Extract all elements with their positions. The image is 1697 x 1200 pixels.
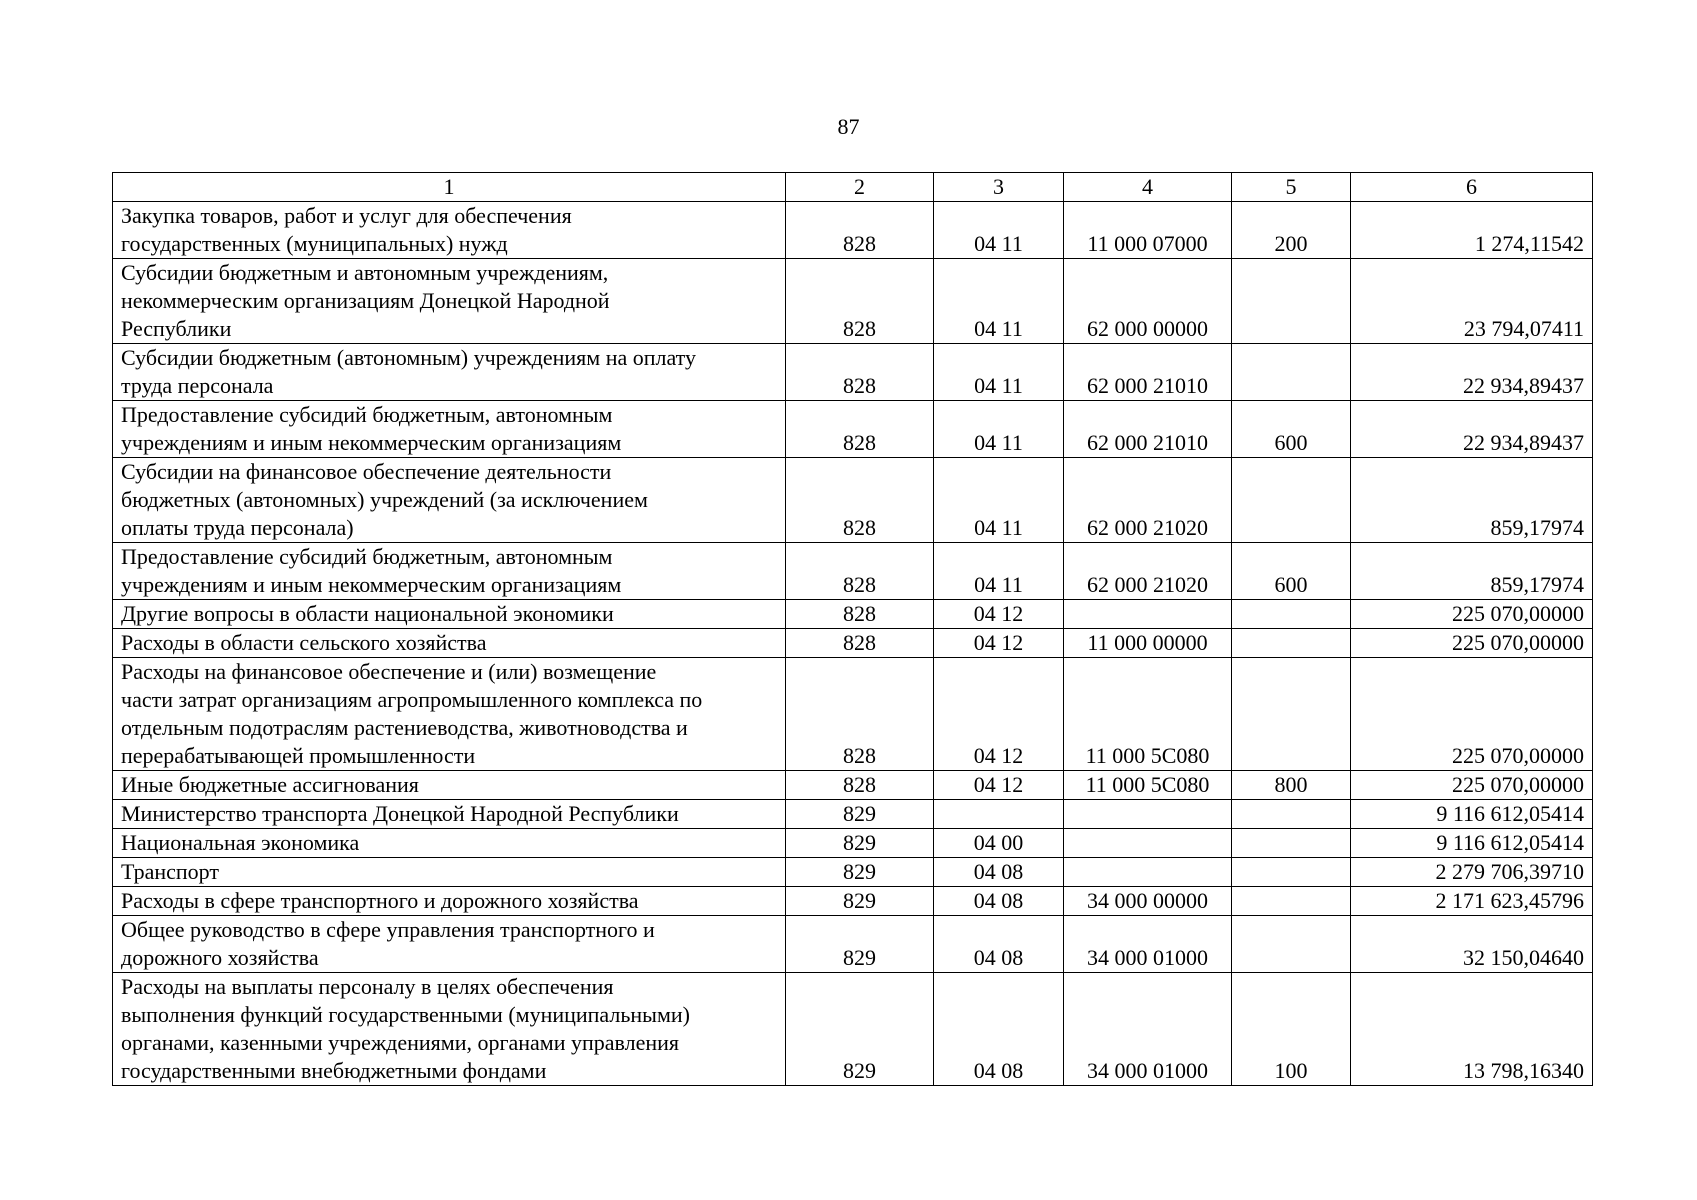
table-row	[113, 858, 1593, 887]
row-type-cell	[1232, 658, 1351, 771]
row-amount-cell: 225 070,00000	[1351, 771, 1593, 800]
table-row	[113, 259, 1593, 344]
row-code-cell: 828	[786, 629, 934, 658]
row-code-cell: 828	[786, 344, 934, 401]
row-code-cell: 828	[786, 458, 934, 543]
header-cell: 2	[786, 173, 934, 202]
table-row	[113, 629, 1593, 658]
row-code-cell: 828	[786, 600, 934, 629]
row-target-cell: 11 000 5С080	[1064, 658, 1232, 771]
row-code-cell: 829	[786, 973, 934, 1086]
row-name-cell: Расходы на финансовое обеспечение и (или) возмещение части затрат организациям агропромышленного комплекса по отдельным подотраслям растениеводства, животноводства и перерабатывающей промышленности	[113, 658, 786, 771]
row-type-cell	[1232, 629, 1351, 658]
row-section-cell: 04 11	[934, 259, 1064, 344]
row-name-cell: Иные бюджетные ассигнования	[113, 771, 786, 800]
row-name-cell: Расходы в сфере транспортного и дорожного хозяйства	[113, 887, 786, 916]
row-target-cell: 34 000 01000	[1064, 916, 1232, 973]
row-section-cell: 04 08	[934, 887, 1064, 916]
row-target-cell	[1064, 858, 1232, 887]
row-type-cell	[1232, 800, 1351, 829]
row-name-cell: Национальная экономика	[113, 829, 786, 858]
budget-table	[112, 172, 1593, 1086]
row-amount-cell: 22 934,89437	[1351, 401, 1593, 458]
row-section-cell: 04 08	[934, 973, 1064, 1086]
row-name-cell: Предоставление субсидий бюджетным, автономным учреждениям и иным некоммерческим организациям	[113, 401, 786, 458]
row-type-cell	[1232, 344, 1351, 401]
row-name-cell: Расходы в области сельского хозяйства	[113, 629, 786, 658]
row-target-cell: 62 000 21020	[1064, 458, 1232, 543]
header-cell: 4	[1064, 173, 1232, 202]
row-amount-cell: 859,17974	[1351, 543, 1593, 600]
row-target-cell: 62 000 00000	[1064, 259, 1232, 344]
row-target-cell: 34 000 00000	[1064, 887, 1232, 916]
table-header-row	[113, 173, 1593, 202]
row-section-cell: 04 12	[934, 771, 1064, 800]
row-amount-cell: 32 150,04640	[1351, 916, 1593, 973]
row-name-cell: Министерство транспорта Донецкой Народной Республики	[113, 800, 786, 829]
row-amount-cell: 9 116 612,05414	[1351, 800, 1593, 829]
table-row	[113, 771, 1593, 800]
table-row	[113, 600, 1593, 629]
row-amount-cell: 225 070,00000	[1351, 629, 1593, 658]
page-number: 87	[837, 114, 860, 139]
table-row	[113, 202, 1593, 259]
row-section-cell: 04 11	[934, 458, 1064, 543]
row-section-cell: 04 00	[934, 829, 1064, 858]
row-target-cell: 11 000 07000	[1064, 202, 1232, 259]
row-name-cell: Расходы на выплаты персоналу в целях обеспечения выполнения функций государственными (муниципальными) органами, казенными учреждениями, органами управления государственными внебюджетными фондами	[113, 973, 786, 1086]
row-code-cell: 829	[786, 858, 934, 887]
row-code-cell: 828	[786, 771, 934, 800]
row-type-cell: 200	[1232, 202, 1351, 259]
header-cell: 6	[1351, 173, 1593, 202]
row-name-cell: Общее руководство в сфере управления транспортного и дорожного хозяйства	[113, 916, 786, 973]
row-code-cell: 828	[786, 658, 934, 771]
row-name-cell: Другие вопросы в области национальной экономики	[113, 600, 786, 629]
row-name-cell: Предоставление субсидий бюджетным, автономным учреждениям и иным некоммерческим организациям	[113, 543, 786, 600]
table-row	[113, 401, 1593, 458]
row-target-cell: 11 000 00000	[1064, 629, 1232, 658]
row-name-cell: Субсидии на финансовое обеспечение деятельности бюджетных (автономных) учреждений (за исключением оплаты труда персонала)	[113, 458, 786, 543]
header-cell: 5	[1232, 173, 1351, 202]
row-section-cell: 04 11	[934, 401, 1064, 458]
row-type-cell: 600	[1232, 543, 1351, 600]
row-name-cell: Субсидии бюджетным и автономным учреждениям, некоммерческим организациям Донецкой Народной Республики	[113, 259, 786, 344]
table-row	[113, 800, 1593, 829]
row-name-cell: Транспорт	[113, 858, 786, 887]
row-amount-cell: 13 798,16340	[1351, 973, 1593, 1086]
row-section-cell: 04 08	[934, 858, 1064, 887]
row-type-cell: 100	[1232, 973, 1351, 1086]
row-name-cell: Закупка товаров, работ и услуг для обеспечения государственных (муниципальных) нужд	[113, 202, 786, 259]
row-amount-cell: 2 171 623,45796	[1351, 887, 1593, 916]
row-type-cell	[1232, 829, 1351, 858]
row-section-cell: 04 11	[934, 344, 1064, 401]
row-amount-cell: 2 279 706,39710	[1351, 858, 1593, 887]
row-amount-cell: 225 070,00000	[1351, 658, 1593, 771]
table-row	[113, 916, 1593, 973]
row-code-cell: 829	[786, 800, 934, 829]
row-section-cell: 04 11	[934, 543, 1064, 600]
row-amount-cell: 859,17974	[1351, 458, 1593, 543]
row-name-cell: Субсидии бюджетным (автономным) учреждениям на оплату труда персонала	[113, 344, 786, 401]
table-row	[113, 543, 1593, 600]
row-section-cell: 04 12	[934, 600, 1064, 629]
table-row	[113, 973, 1593, 1086]
row-type-cell	[1232, 887, 1351, 916]
row-target-cell: 34 000 01000	[1064, 973, 1232, 1086]
row-code-cell: 828	[786, 202, 934, 259]
row-amount-cell: 1 274,11542	[1351, 202, 1593, 259]
row-target-cell: 11 000 5С080	[1064, 771, 1232, 800]
table-row	[113, 458, 1593, 543]
row-amount-cell: 22 934,89437	[1351, 344, 1593, 401]
row-target-cell: 62 000 21020	[1064, 543, 1232, 600]
row-target-cell	[1064, 800, 1232, 829]
row-section-cell: 04 12	[934, 629, 1064, 658]
row-amount-cell: 23 794,07411	[1351, 259, 1593, 344]
row-code-cell: 829	[786, 829, 934, 858]
row-type-cell: 800	[1232, 771, 1351, 800]
row-code-cell: 829	[786, 916, 934, 973]
row-section-cell: 04 08	[934, 916, 1064, 973]
row-target-cell: 62 000 21010	[1064, 344, 1232, 401]
row-amount-cell: 9 116 612,05414	[1351, 829, 1593, 858]
row-type-cell: 600	[1232, 401, 1351, 458]
row-target-cell	[1064, 600, 1232, 629]
row-type-cell	[1232, 916, 1351, 973]
table-row	[113, 829, 1593, 858]
table-row	[113, 658, 1593, 771]
row-code-cell: 829	[786, 887, 934, 916]
table-row	[113, 887, 1593, 916]
header-cell: 1	[113, 173, 786, 202]
row-amount-cell: 225 070,00000	[1351, 600, 1593, 629]
row-code-cell: 828	[786, 401, 934, 458]
row-section-cell: 04 11	[934, 202, 1064, 259]
row-section-cell: 04 12	[934, 658, 1064, 771]
table-row	[113, 344, 1593, 401]
row-target-cell: 62 000 21010	[1064, 401, 1232, 458]
row-type-cell	[1232, 259, 1351, 344]
row-target-cell	[1064, 829, 1232, 858]
row-section-cell	[934, 800, 1064, 829]
row-type-cell	[1232, 458, 1351, 543]
row-type-cell	[1232, 858, 1351, 887]
row-code-cell: 828	[786, 259, 934, 344]
row-code-cell: 828	[786, 543, 934, 600]
row-type-cell	[1232, 600, 1351, 629]
header-cell: 3	[934, 173, 1064, 202]
